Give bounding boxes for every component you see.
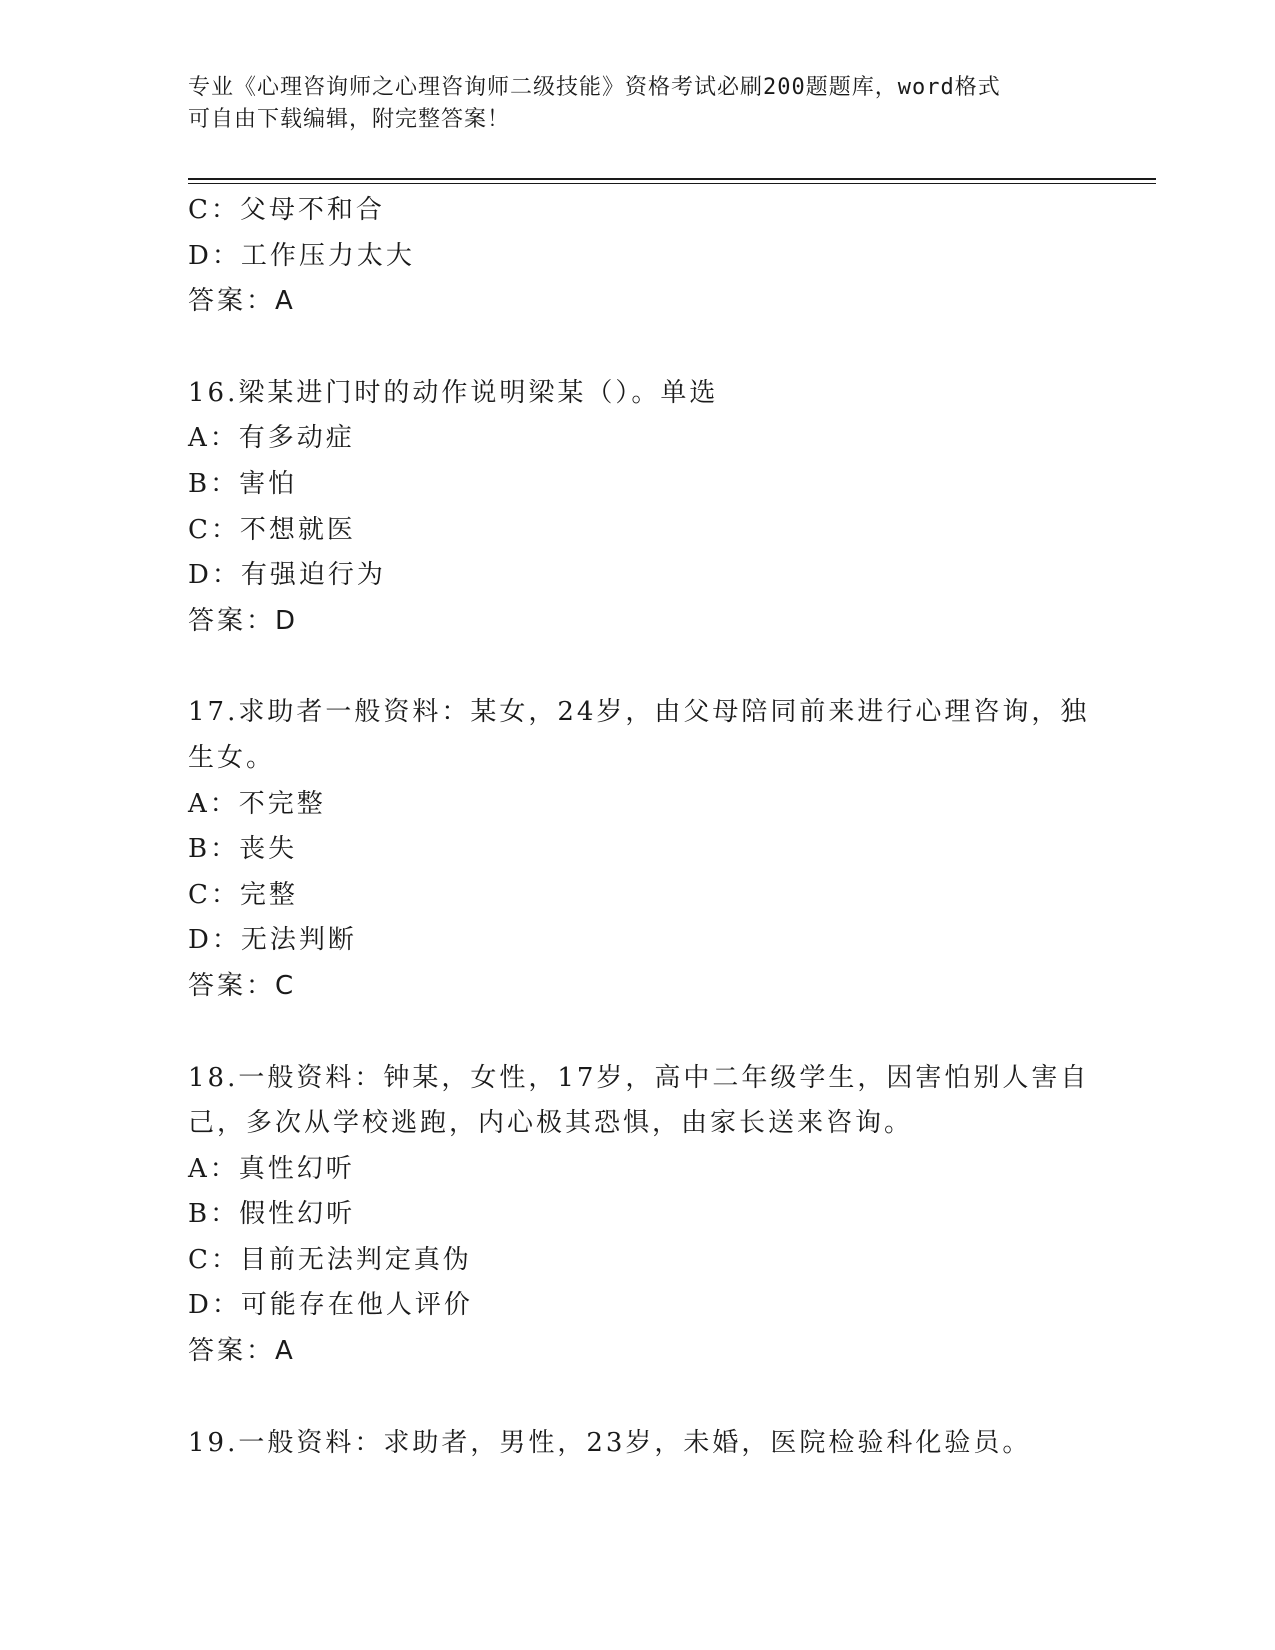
- question-stem-line-2: 己，多次从学校逃跑，内心极其恐惧，由家长送来咨询。: [188, 1108, 914, 1139]
- question-18: [188, 1056, 1088, 1375]
- page-header: [188, 72, 1068, 136]
- spacer: [188, 1010, 1088, 1056]
- question-stem: 16.梁某进门时的动作说明梁某（）。单选: [188, 377, 719, 408]
- option-c: C：完整: [188, 879, 298, 910]
- question-stem-line-1: 17.求助者一般资料：某女，24岁，由父母陪同前来进行心理咨询，独: [188, 697, 1090, 728]
- option-a: A：不完整: [188, 788, 326, 819]
- header-line-2: 可自由下载编辑，附完整答案！: [188, 107, 511, 132]
- header-divider-thin: [188, 183, 1156, 184]
- answer-line: 答案：A: [188, 1336, 296, 1367]
- question-stem: 19.一般资料：求助者，男性，23岁，未婚，医院检验科化验员。: [188, 1427, 1032, 1458]
- spacer: [188, 644, 1088, 690]
- question-15-continuation: [188, 188, 1088, 325]
- option-d: D：工作压力太大: [188, 240, 415, 271]
- answer-line: 答案：C: [188, 970, 297, 1001]
- spacer: [188, 1375, 1088, 1421]
- question-19: [188, 1421, 1088, 1467]
- header-divider-thick: [188, 178, 1156, 180]
- option-d: D：可能存在他人评价: [188, 1290, 473, 1321]
- spacer: [188, 325, 1088, 371]
- answer-line: 答案：D: [188, 605, 299, 636]
- header-line-1: 专业《心理咨询师之心理咨询师二级技能》资格考试必刷200题题库，word格式: [188, 75, 1001, 100]
- option-c: C：目前无法判定真伪: [188, 1244, 472, 1275]
- question-stem-line-2: 生女。: [188, 742, 276, 773]
- option-b: B：害怕: [188, 468, 298, 499]
- question-17: [188, 690, 1088, 1009]
- option-d: D：有强迫行为: [188, 560, 386, 591]
- option-b: B：假性幻听: [188, 1199, 356, 1230]
- question-list: [188, 188, 1088, 1466]
- answer-line: 答案：A: [188, 286, 296, 317]
- option-c: C：父母不和合: [188, 195, 385, 225]
- option-b: B：丧失: [188, 834, 298, 865]
- question-stem-line-1: 18.一般资料：钟某，女性，17岁，高中二年级学生，因害怕别人害自: [188, 1062, 1090, 1093]
- option-a: A：有多动症: [188, 423, 355, 454]
- option-d: D：无法判断: [188, 925, 357, 956]
- question-16: [188, 371, 1088, 645]
- option-c: C：不想就医: [188, 514, 356, 545]
- option-a: A：真性幻听: [188, 1153, 355, 1184]
